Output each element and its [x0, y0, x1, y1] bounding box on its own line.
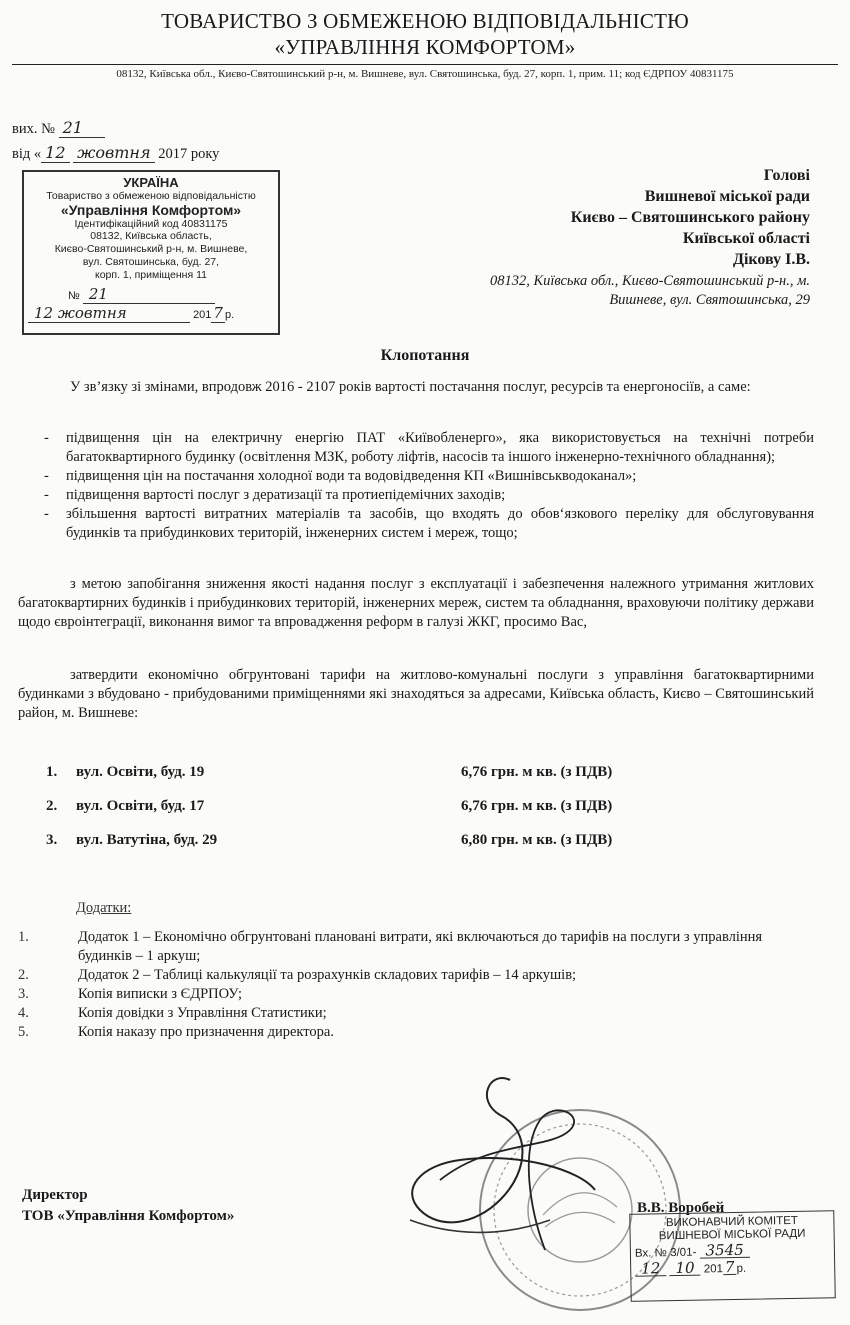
- attachment-text: Копія наказу про призначення директора.: [78, 1024, 334, 1040]
- attachments-list: [18, 928, 818, 1042]
- reg-stamp-number-value: 3545: [699, 1244, 749, 1259]
- addressee-address: [390, 272, 810, 310]
- tariff-price: 6,76 грн. м кв. (з ПДВ): [461, 798, 613, 814]
- tariff-number: 3.: [46, 832, 58, 848]
- attachment-number: 4.: [18, 1005, 29, 1021]
- outgoing-number: [12, 118, 105, 138]
- org-title-line2: «УПРАВЛІННЯ КОМФОРТОМ»: [274, 35, 576, 59]
- addressee-line5: Дікову І.В.: [732, 251, 810, 268]
- list-item: - підвищення вартості послуг з дератизації та протиепідемічних заходів;: [18, 486, 814, 505]
- purpose-paragraph: з метою запобігання зниження якості надання послуг з експлуатації і забезпечення належного утримання житлових багатоквартирних будинків і прибудинкових територій, інженерних мереж, систем та обладнання, враховуючи політику держави щодо євроінтеграції, виконання вимог та впровадження реформ в галузі ЖКГ, просимо Вас,: [18, 576, 814, 630]
- attachment-number: 5.: [18, 1024, 29, 1040]
- tariff-price: 6,80 грн. м кв. (з ПДВ): [461, 832, 613, 848]
- intro-paragraph: У зв’язку зі змінами, впродовж 2016 - 2107 років вартості постачання послуг, ресурсів та енергоносіїв, а саме:: [70, 379, 751, 395]
- request-paragraph: затвердити економічно обгрунтовані тарифи на житлово-комунальні послуги з управління багатоквартирними будинками з вбудовано - прибудованими приміщеннями які знаходяться за адресами, Київська область, Києво – Святошинський район, м. Вишневе:: [18, 667, 814, 721]
- stamp-id-code: Ідентифікаційний код 40831175: [74, 218, 228, 230]
- tariffs-list: [18, 764, 798, 866]
- list-item-text: підвищення цін на електричну енергію ПАТ «Київобленерго», яка використовується на технічні потреби багатоквартирного будинку (освітлення МЗК, роботу ліфтів, насосів та іншого інженерно-технічного обладнання);: [66, 430, 814, 465]
- attachment-item: [18, 985, 818, 1004]
- addressee-line4: Київської області: [682, 230, 810, 247]
- attachment-text: Копія виписки з ЄДРПОУ;: [78, 986, 243, 1002]
- reg-stamp-day: 12: [635, 1262, 666, 1277]
- stamp-country: УКРАЇНА: [123, 175, 179, 190]
- stamp-org-type: Товариство з обмеженою відповідальністю: [46, 190, 256, 202]
- stamp-address-1: 08132, Київська область,: [90, 230, 212, 242]
- stamp-number: [24, 285, 278, 304]
- reg-stamp-line1: ВИКОНАВЧИЙ КОМІТЕТ: [665, 1214, 798, 1230]
- header-divider: [12, 64, 838, 65]
- stamp-address-3: вул. Святошинська, буд. 27,: [82, 256, 220, 268]
- stamp-number-label: №: [68, 290, 80, 302]
- registration-stamp: [629, 1210, 836, 1302]
- stamp-address-4: корп. 1, приміщення 11: [95, 269, 207, 281]
- stamp-number-value: 21: [83, 285, 215, 304]
- tariff-number: 2.: [46, 798, 58, 814]
- addressee-line2: Вишневої міської ради: [644, 188, 810, 205]
- stamp-address-2: Києво-Святошинський р-н, м. Вишневе,: [54, 243, 248, 255]
- attachment-number: 3.: [18, 986, 29, 1002]
- tariff-price: 6,76 грн. м кв. (з ПДВ): [461, 764, 613, 780]
- signatory-position: Директор: [22, 1187, 88, 1203]
- list-item: - збільшення вартості витратних матеріалів та засобів, що входять до обов‘язкового переліку для обслуговування будинків та прибудинкових територій, інженерних систем і мереж, тощо;: [44, 506, 814, 541]
- outgoing-date-month: жовтня: [73, 143, 154, 163]
- organization-address: 08132, Київська обл., Києво-Святошинський р-н, м. Вишневе, вул. Святошинська, буд. 27, корп. 1, прим. 11; код ЄДРПОУ 40831175: [116, 68, 734, 80]
- reg-stamp-number-label: Вх. № 3/01-: [634, 1246, 697, 1260]
- addressee-line3: Києво – Святошинського району: [570, 209, 810, 226]
- reg-stamp-year-value: 7: [724, 1257, 735, 1277]
- stamp-year-suffix: р.: [224, 309, 235, 321]
- list-item: - підвищення цін на електричну енергію ПАТ «Київобленерго», яка використовується на технічні потреби багатоквартирного будинку (освітлення МЗК, роботу ліфтів, насосів та іншого інженерно-технічного обладнання);: [44, 430, 814, 465]
- list-item: - підвищення цін на постачання холодної води та водовідведення КП «Вишнівськводоканал»;: [18, 467, 814, 486]
- reg-stamp-line2: ВИШНЕВОЇ МІСЬКОЇ РАДИ: [658, 1227, 806, 1243]
- tariff-row: [18, 832, 798, 866]
- attachment-item: [18, 966, 818, 985]
- signature-icon: [380, 1060, 640, 1270]
- reg-stamp-month: 10: [669, 1262, 700, 1277]
- tariff-address: вул. Ватутіна, буд. 29: [76, 832, 218, 848]
- outgoing-date-day: 12: [41, 143, 69, 163]
- attachment-number: 1.: [18, 929, 29, 945]
- stamp-year-prefix: 201: [193, 309, 212, 321]
- outgoing-date-suffix: 2017 року: [158, 146, 220, 162]
- stamp-date: [24, 304, 278, 323]
- reg-stamp-year-suffix: р.: [736, 1262, 747, 1275]
- org-title-line1: ТОВАРИСТВО З ОБМЕЖЕНОЮ ВІДПОВІДАЛЬНІСТЮ: [161, 9, 689, 33]
- attachment-text: Додаток 1 – Економічно обгрунтовані плановані витрати, які включаються до тарифів на послуги з управління будинків – 1 аркуш;: [78, 929, 763, 964]
- addressee-address-1: 08132, Київська обл., Києво-Святошинський р-н., м.: [489, 273, 810, 289]
- attachment-text: Копія довідки з Управління Статистики;: [78, 1005, 327, 1021]
- addressee-block: [390, 165, 810, 270]
- attachment-text: Додаток 2 – Таблиці калькуляції та розрахунків складових тарифів – 14 аркушів;: [78, 967, 577, 983]
- list-item-text: підвищення вартості послуг з дератизації та протиепідемічних заходів;: [66, 487, 506, 503]
- company-stamp: [22, 170, 280, 335]
- tariff-address: вул. Освіти, буд. 17: [76, 798, 205, 814]
- addressee-address-2: Вишневе, вул. Святошинська, 29: [609, 292, 810, 308]
- attachment-item: [18, 1004, 818, 1023]
- attachments-heading: Додатки:: [76, 900, 132, 916]
- reg-stamp-date: [635, 1259, 830, 1277]
- reg-stamp-year-prefix: 201: [703, 1263, 724, 1276]
- outgoing-date-prefix: від «: [12, 146, 42, 162]
- addressee-line1: Голові: [763, 167, 810, 184]
- outgoing-number-value: 21: [59, 118, 105, 138]
- list-item-text: збільшення вартості витратних матеріалів та засобів, що входять до обов‘язкового переліку для обслуговування будинків та прибудинкових територій, інженерних систем і мереж, тощо;: [66, 506, 814, 541]
- tariff-row: [18, 798, 798, 832]
- signatory-name: В.В. Воробей: [637, 1200, 725, 1216]
- stamp-year-value: 7: [213, 304, 223, 322]
- attachment-number: 2.: [18, 967, 29, 983]
- reasons-list: [18, 429, 814, 543]
- signatory-title: [22, 1185, 234, 1227]
- organization-title: [0, 8, 850, 60]
- tariff-number: 1.: [46, 764, 58, 780]
- outgoing-date: [12, 143, 219, 163]
- stamp-org-name: «Управління Комфортом»: [60, 202, 242, 218]
- list-item-text: підвищення цін на постачання холодної води та водовідведення КП «Вишнівськводоканал»;: [66, 468, 637, 484]
- attachment-item: [18, 1023, 818, 1042]
- tariff-address: вул. Освіти, буд. 19: [76, 764, 205, 780]
- stamp-date-value: 12 жовтня: [28, 304, 190, 323]
- tariff-row: [18, 764, 798, 798]
- outgoing-number-label: вих. №: [12, 121, 55, 137]
- signatory-organization: ТОВ «Управління Комфортом»: [22, 1208, 235, 1224]
- document-title: Клопотання: [380, 347, 470, 364]
- attachment-item: [18, 928, 818, 966]
